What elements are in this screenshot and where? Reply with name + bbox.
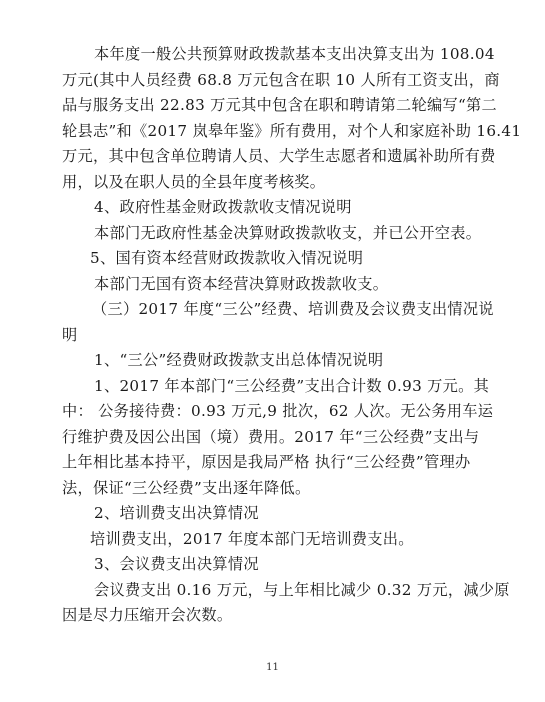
text-line: 培训费支出，2017 年度本部门无培训费支出。 — [90, 529, 414, 548]
text-line: 本部门无政府性基金决算财政拨款收支，并已公开空表。 — [94, 223, 482, 242]
text-line: 万元(其中人员经费 68.8 万元包含在职 10 人所有工资支出，商 — [62, 70, 500, 89]
section-heading: 4、政府性基金财政拨款收支情况说明 — [94, 198, 352, 216]
text-line: 法，保证“三公经费”支出逐年降低。 — [62, 478, 311, 497]
text-line: 因是尽力压缩开会次数。 — [62, 606, 233, 624]
section-heading: 明 — [62, 325, 78, 344]
section-heading: 5、国有资本经营财政拨款收入情况说明 — [90, 249, 364, 267]
text-line: 行维护费及因公出国（境）费用。2017 年“三公经费”支出与 — [62, 427, 480, 446]
section-heading: （三）2017 年度“三公”经费、培训费及会议费支出情况说 — [92, 300, 494, 318]
text-line: 万元，其中包含单位聘请人员、大学生志愿者和遗属补助所有费 — [62, 147, 496, 165]
text-line: 上年相比基本持平，原因是我局严格 执行“三公经费”管理办 — [62, 453, 471, 471]
text-line: 用，以及在职人员的全县年度考核奖。 — [62, 172, 326, 191]
page-number: 11 — [266, 662, 279, 673]
section-heading: 1、“三公”经费财政拨款支出总体情况说明 — [94, 351, 384, 369]
text-line: 轮县志”和《2017 岚皋年鉴》所有费用，对个人和家庭补助 16.41 — [62, 121, 522, 140]
text-line: 中： 公务接待费：0.93 万元,9 批次，62 人次。无公务用车运 — [62, 402, 494, 420]
text-line: 会议费支出 0.16 万元，与上年相比减少 0.32 万元，减少原 — [94, 580, 510, 599]
text-line: 品与服务支出 22.83 万元其中包含在职和聘请第二轮编写“第二 — [62, 96, 497, 114]
section-heading: 3、会议费支出决算情况 — [94, 555, 259, 573]
text-line: 本部门无国有资本经营决算财政拨款收支。 — [94, 274, 389, 293]
section-heading: 2、培训费支出决算情况 — [94, 504, 259, 522]
text-line: 本年度一般公共预算财政拨款基本支出决算支出为 108.04 — [94, 45, 495, 63]
text-line: 1、2017 年本部门“三公经费”支出合计数 0.93 万元。其 — [94, 376, 490, 395]
